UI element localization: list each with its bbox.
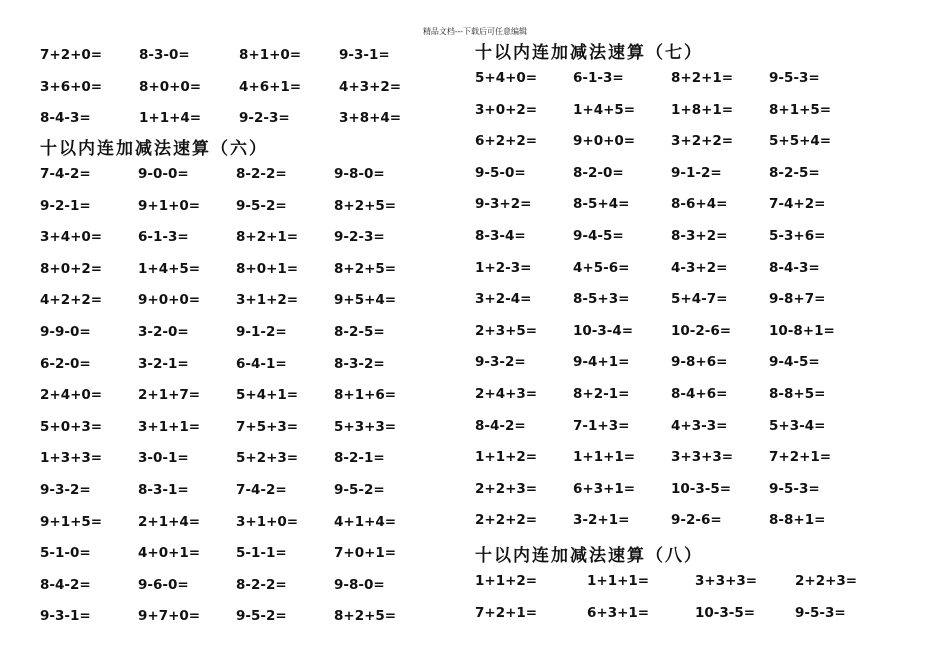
- exercise-item: 7+2+1=: [475, 604, 538, 621]
- exercise-item: 2+1+4=: [138, 513, 201, 530]
- exercise-item: 5+4+1=: [236, 387, 299, 404]
- exercise-item: 8+2+1=: [236, 229, 299, 246]
- exercise-item: 8-3-0=: [139, 47, 190, 63]
- exercise-item: 6+3+1=: [587, 604, 650, 621]
- exercise-item: 7+0+1=: [334, 545, 397, 562]
- exercise-item: 10-3-5=: [695, 604, 756, 621]
- exercise-item: 9-8+6=: [671, 354, 728, 371]
- exercise-item: 8-3-4=: [475, 227, 526, 244]
- exercise-item: 8-4-3=: [40, 110, 91, 127]
- exercise-item: 2+1+7=: [138, 387, 201, 404]
- exercise-item: 3+2+2=: [671, 133, 734, 150]
- exercise-item: 9-2-6=: [671, 512, 722, 529]
- exercise-item: 3+0+2=: [475, 101, 538, 118]
- exercise-item: 8+1+0=: [239, 47, 302, 63]
- exercise-item: 9-9-0=: [40, 323, 91, 340]
- exercise-item: 8+0+0=: [139, 78, 202, 95]
- exercise-item: 1+1+1=: [573, 449, 636, 466]
- exercise-item: 6+3+1=: [573, 480, 636, 497]
- exercise-item: 9-6-0=: [138, 576, 189, 593]
- exercise-item: 8+0+1=: [236, 260, 299, 277]
- exercise-item: 1+3+3=: [40, 450, 103, 467]
- exercise-item: 8+1+6=: [334, 387, 397, 404]
- exercise-item: 8+0+2=: [40, 260, 103, 277]
- exercise-item: 6-4-1=: [236, 355, 287, 372]
- exercise-item: 5+4-7=: [671, 291, 728, 308]
- exercise-item: 5+5+4=: [769, 133, 832, 150]
- exercise-item: 3-0-1=: [138, 450, 189, 467]
- exercise-item: 9+0+0=: [573, 133, 636, 150]
- exercise-item: 9-2-3=: [334, 229, 385, 246]
- exercise-item: 8-8+1=: [769, 512, 826, 529]
- exercise-item: 2+2+2=: [475, 512, 538, 529]
- exercise-item: 5+3+3=: [334, 418, 397, 435]
- section-title-seven: 十以内连加减法速算（七）: [475, 43, 703, 63]
- exercise-item: 9+0+0=: [138, 292, 201, 309]
- exercise-item: 5-1-0=: [40, 545, 91, 562]
- exercise-item: 4+6+1=: [239, 78, 302, 95]
- exercise-item: 9-5-0=: [475, 164, 526, 181]
- exercise-item: 3+4+0=: [40, 229, 103, 246]
- exercise-item: 1+1+2=: [475, 573, 538, 589]
- exercise-item: 4+2+2=: [40, 292, 103, 309]
- exercise-item: 9-3-2=: [40, 481, 91, 498]
- exercise-item: 9-8+7=: [769, 291, 826, 308]
- exercise-item: 7-1+3=: [573, 417, 630, 434]
- exercise-item: 10-3-5=: [671, 480, 732, 497]
- exercise-item: 8-2-2=: [236, 166, 287, 182]
- exercise-item: 8-5+3=: [573, 291, 630, 308]
- exercise-item: 8-4-2=: [475, 417, 526, 434]
- exercise-item: 2+4+0=: [40, 387, 103, 404]
- exercise-item: 9+7+0=: [138, 608, 201, 625]
- exercise-item: 10-2-6=: [671, 322, 732, 339]
- exercise-item: 9-5-2=: [236, 197, 287, 214]
- section-title-eight: 十以内连加减法速算（八）: [475, 546, 703, 566]
- exercise-item: 9-2-1=: [40, 197, 91, 214]
- exercise-item: 8-8+5=: [769, 385, 826, 402]
- exercise-item: 9-5-3=: [769, 70, 820, 86]
- exercise-item: 8-2-2=: [236, 576, 287, 593]
- exercise-item: 2+2+3=: [795, 573, 858, 589]
- exercise-item: 4+5-6=: [573, 259, 630, 276]
- exercise-item: 5+0+3=: [40, 418, 103, 435]
- exercise-item: 9+5+4=: [334, 292, 397, 309]
- exercise-item: 3+2-4=: [475, 291, 532, 308]
- exercise-item: 7+5+3=: [236, 418, 299, 435]
- exercise-item: 9-5-3=: [769, 480, 820, 497]
- exercise-item: 9-3-1=: [40, 608, 91, 625]
- exercise-item: 6-2-0=: [40, 355, 91, 372]
- exercise-item: 3-2-1=: [138, 355, 189, 372]
- exercise-item: 9-3-1=: [339, 47, 390, 63]
- exercise-item: 1+4+5=: [138, 260, 201, 277]
- exercise-item: 9-5-2=: [334, 481, 385, 498]
- exercise-item: 8-4+6=: [671, 385, 728, 402]
- exercise-item: 5+4+0=: [475, 70, 538, 86]
- exercise-item: 7-4+2=: [769, 196, 826, 213]
- exercise-item: 9-4-5=: [573, 227, 624, 244]
- exercise-item: 2+4+3=: [475, 385, 538, 402]
- exercise-item: 8+2+5=: [334, 260, 397, 277]
- exercise-item: 4+3+2=: [339, 78, 402, 95]
- exercise-item: 8-4-3=: [769, 259, 820, 276]
- exercise-item: 1+2-3=: [475, 259, 532, 276]
- exercise-item: 9-1-2=: [236, 323, 287, 340]
- exercise-item: 3+1+0=: [236, 513, 299, 530]
- exercise-item: 8-2-5=: [334, 323, 385, 340]
- exercise-item: 9-5-3=: [795, 604, 846, 621]
- exercise-item: 3+1+2=: [236, 292, 299, 309]
- exercise-item: 5-3+6=: [769, 227, 826, 244]
- exercise-item: 8-3-2=: [334, 355, 385, 372]
- exercise-item: 3-2-0=: [138, 323, 189, 340]
- exercise-item: 9-4-5=: [769, 354, 820, 371]
- exercise-item: 1+1+2=: [475, 449, 538, 466]
- exercise-item: 9-5-2=: [236, 608, 287, 625]
- exercise-item: 10-3-4=: [573, 322, 634, 339]
- exercise-item: 9-8-0=: [334, 166, 385, 182]
- exercise-item: 3-2+1=: [573, 512, 630, 529]
- exercise-item: 7-4-2=: [236, 481, 287, 498]
- exercise-item: 8+2-1=: [573, 385, 630, 402]
- exercise-item: 8-4-2=: [40, 576, 91, 593]
- exercise-item: 7+2+0=: [40, 47, 103, 63]
- exercise-item: 9-2-3=: [239, 110, 290, 127]
- exercise-item: 2+2+3=: [475, 480, 538, 497]
- exercise-item: 5+3-4=: [769, 417, 826, 434]
- exercise-item: 9-1-2=: [671, 164, 722, 181]
- exercise-item: 7-4-2=: [40, 166, 91, 182]
- exercise-item: 6-1-3=: [573, 70, 624, 86]
- exercise-item: 9+1+0=: [138, 197, 201, 214]
- exercise-item: 9-3+2=: [475, 196, 532, 213]
- exercise-item: 1+1+4=: [139, 110, 202, 127]
- exercise-item: 9-4+1=: [573, 354, 630, 371]
- exercise-item: 6+2+2=: [475, 133, 538, 150]
- exercise-item: 9-0-0=: [138, 166, 189, 182]
- exercise-item: 3+8+4=: [339, 110, 402, 127]
- exercise-item: 3+1+1=: [138, 418, 201, 435]
- page-header: 精品文档---下载后可任意编辑: [422, 27, 528, 36]
- exercise-item: 8-3+2=: [671, 227, 728, 244]
- exercise-item: 8-2-1=: [334, 450, 385, 467]
- exercise-item: 8+1+5=: [769, 101, 832, 118]
- exercise-item: 8-3-1=: [138, 481, 189, 498]
- section-title-six: 十以内连加减法速算（六）: [40, 139, 268, 159]
- exercise-item: 8+2+1=: [671, 70, 734, 86]
- exercise-item: 10-8+1=: [769, 322, 835, 339]
- exercise-item: 7+2+1=: [769, 449, 832, 466]
- exercise-item: 4+0+1=: [138, 545, 201, 562]
- exercise-item: 4+3-3=: [671, 417, 728, 434]
- exercise-item: 5+2+3=: [236, 450, 299, 467]
- exercise-item: 1+8+1=: [671, 101, 734, 118]
- exercise-item: 4-3+2=: [671, 259, 728, 276]
- exercise-item: 8+2+5=: [334, 608, 397, 625]
- exercise-item: 9-8-0=: [334, 576, 385, 593]
- exercise-item: 3+3+3=: [671, 449, 734, 466]
- exercise-item: 8-2-5=: [769, 164, 820, 181]
- exercise-item: 9-3-2=: [475, 354, 526, 371]
- exercise-item: 8-2-0=: [573, 164, 624, 181]
- exercise-item: 3+6+0=: [40, 78, 103, 95]
- exercise-item: 6-1-3=: [138, 229, 189, 246]
- exercise-item: 2+3+5=: [475, 322, 538, 339]
- exercise-item: 1+4+5=: [573, 101, 636, 118]
- exercise-item: 8-5+4=: [573, 196, 630, 213]
- exercise-item: 5-1-1=: [236, 545, 287, 562]
- exercise-item: 1+1+1=: [587, 573, 650, 589]
- exercise-item: 8-6+4=: [671, 196, 728, 213]
- exercise-item: 4+1+4=: [334, 513, 397, 530]
- exercise-item: 3+3+3=: [695, 573, 758, 589]
- exercise-item: 8+2+5=: [334, 197, 397, 214]
- exercise-item: 9+1+5=: [40, 513, 103, 530]
